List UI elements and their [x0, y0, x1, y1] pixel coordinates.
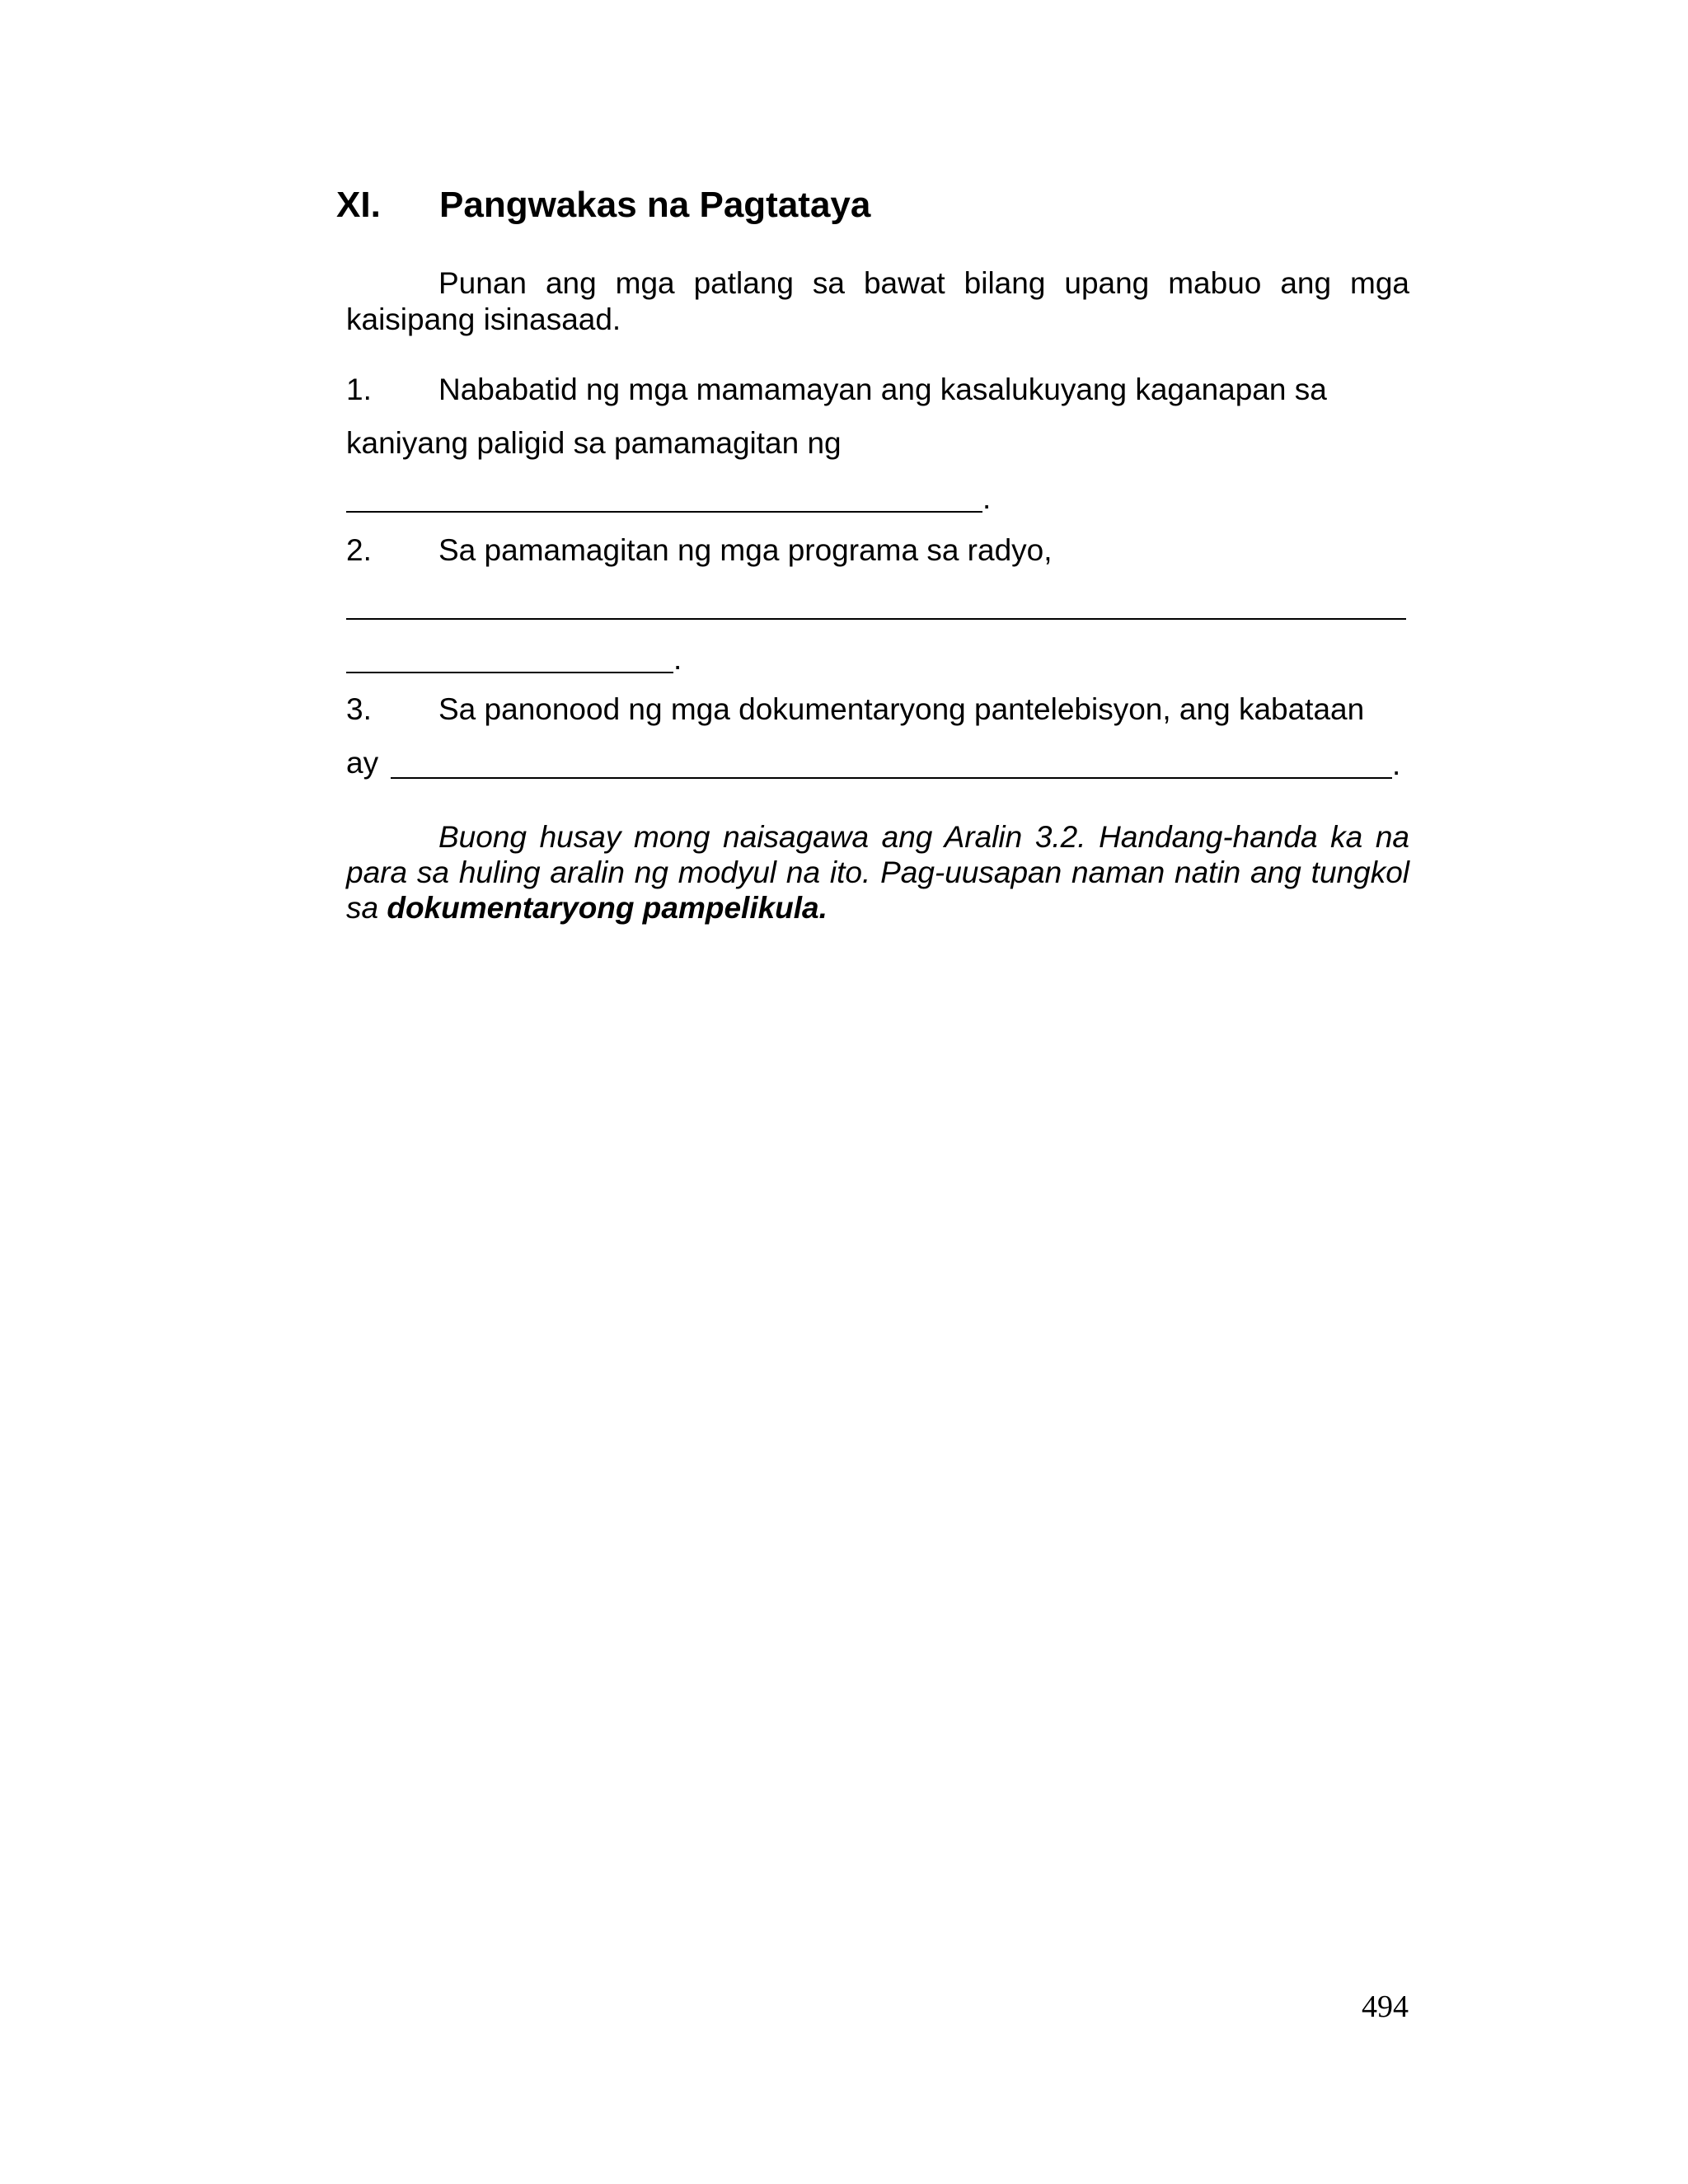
item-3-answer-blank[interactable] — [391, 777, 1392, 779]
item-1-number: 1. — [346, 373, 372, 406]
item-3-text: Sa panonood ng mga dokumentaryong pantelebisyon, ang kabataan — [438, 692, 1365, 726]
item-3 — [346, 692, 1364, 727]
section-title: Pangwakas na Pagtataya — [439, 185, 871, 225]
item-2 — [346, 533, 1053, 568]
item-3-period: . — [1392, 748, 1401, 781]
item-2-number: 2. — [346, 533, 372, 567]
section-number: XI. — [336, 185, 381, 225]
item-1-answer-blank[interactable] — [346, 511, 982, 513]
closing-paragraph — [346, 819, 1409, 926]
item-2-answer-blank-line-1[interactable] — [346, 618, 1406, 620]
item-2-answer-blank-line-2[interactable] — [346, 672, 673, 673]
item-2-text: Sa pamamagitan ng mga programa sa radyo, — [438, 533, 1053, 567]
instruction-paragraph: Punan ang mga patlang sa bawat bilang upang mabuo ang mga kaisipang isinasaad. — [346, 266, 1409, 336]
item-1-text: Nababatid ng mga mamamayan ang kasalukuyang kaganapan sa — [438, 373, 1327, 406]
item-3-number: 3. — [346, 692, 372, 726]
page-number: 494 — [1362, 1990, 1409, 2024]
item-3-continuation: ay — [346, 746, 379, 780]
item-1-continuation: kaniyang paligid sa pamamagitan ng — [346, 426, 842, 460]
closing-emphasis: dokumentaryong pampelikula. — [387, 891, 828, 925]
closing-text: Buong husay mong naisagawa ang Aralin 3.2. Handang-handa ka na para sa huling aralin ng modyul na ito. Pag-uusapan naman natin ang tungkol sa — [346, 820, 1409, 925]
item-1 — [346, 373, 1327, 407]
item-1-period: . — [982, 481, 992, 515]
item-2-period: . — [673, 642, 682, 676]
